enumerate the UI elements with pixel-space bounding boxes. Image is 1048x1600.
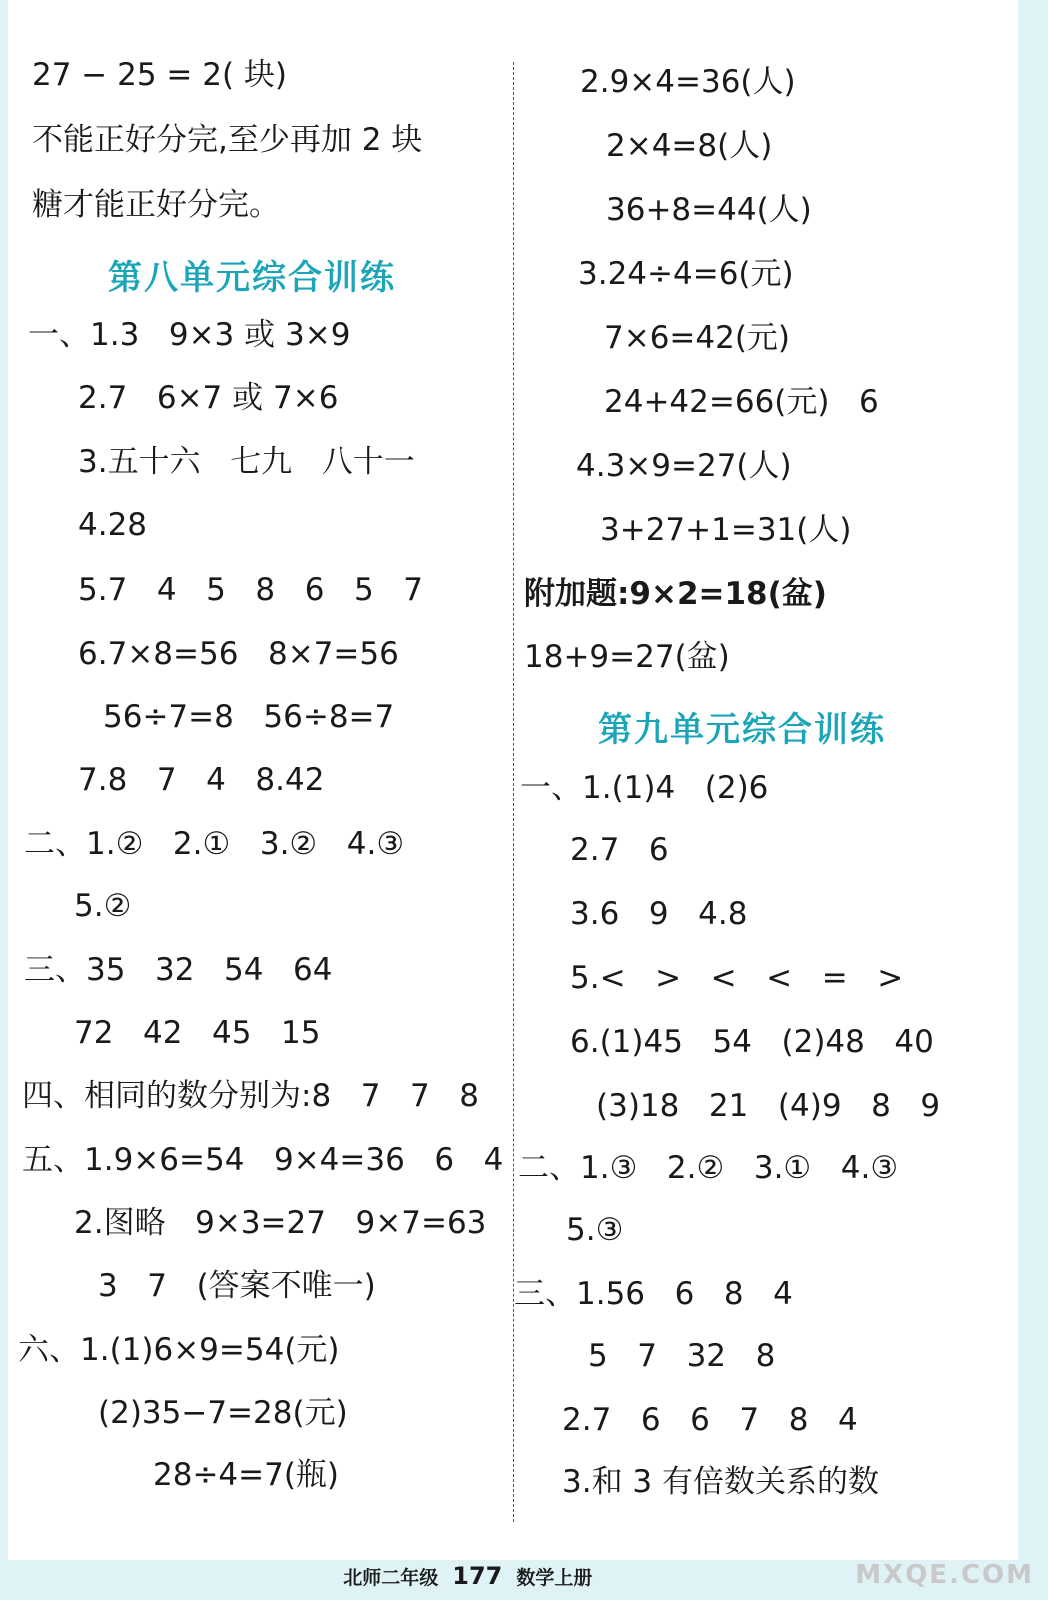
right-line-13: 3.6 9 4.8 [570, 896, 748, 932]
right-line-18: 5.③ [566, 1212, 624, 1248]
left-line-20: 六、1.(1)6×9=54(元) [18, 1332, 340, 1368]
left-line-21: (2)35−7=28(元) [98, 1395, 348, 1431]
left-line-15: 72 42 45 15 [74, 1015, 321, 1051]
unit9-heading: 第九单元综合训练 [598, 710, 886, 750]
left-line-17: 五、1.9×6=54 9×4=36 6 4 [22, 1142, 504, 1178]
watermark: MXQE.COM [855, 1560, 1034, 1590]
page-footer [330, 1540, 592, 1590]
right-line-20: 5 7 32 8 [588, 1338, 776, 1374]
right-line-4: 3.24÷4=6(元) [578, 256, 794, 292]
left-line-8: 5.7 4 5 8 6 5 7 [78, 572, 424, 608]
right-line-12: 2.7 6 [570, 832, 669, 868]
unit8-heading: 第八单元综合训练 [108, 258, 396, 298]
left-line-11: 7.8 7 4 8.42 [78, 762, 325, 798]
left-line-22: 28÷4=7(瓶) [153, 1457, 340, 1493]
left-line-12: 二、1.② 2.① 3.② 4.③ [24, 826, 405, 862]
right-line-22: 3.和 3 有倍数关系的数 [562, 1464, 880, 1500]
right-line-17: 二、1.③ 2.② 3.① 4.③ [518, 1150, 899, 1186]
left-line-19: 3 7 (答案不唯一) [98, 1268, 376, 1304]
right-line-8: 3+27+1=31(人) [600, 512, 852, 548]
right-line-6: 24+42=66(元) 6 [604, 384, 879, 420]
right-line-21: 2.7 6 6 7 8 4 [562, 1402, 858, 1438]
right-line-16: (3)18 21 (4)9 8 9 [596, 1088, 941, 1124]
left-line-9: 6.7×8=56 8×7=56 [78, 636, 399, 672]
left-line-7: 4.28 [78, 507, 148, 543]
right-line-3: 36+8=44(人) [606, 192, 812, 228]
right-line-15: 6.(1)45 54 (2)48 40 [570, 1024, 934, 1060]
page-number: 177 [452, 1562, 503, 1590]
right-line-5: 7×6=42(元) [604, 320, 791, 356]
left-line-6: 3.五十六 七九 八十一 [78, 444, 415, 480]
right-line-11: 一、1.(1)4 (2)6 [520, 770, 769, 806]
left-line-14: 三、35 32 54 64 [24, 952, 333, 988]
right-line-2: 2×4=8(人) [606, 128, 773, 164]
footer-grade: 北师二年级 [343, 1567, 439, 1589]
right-line-9: 附加题:9×2=18(盆) [524, 576, 827, 612]
answer-page [8, 0, 1018, 1560]
footer-subject: 数学上册 [516, 1567, 593, 1589]
right-line-10: 18+9=27(盆) [524, 639, 730, 675]
left-line-10: 56÷7=8 56÷8=7 [103, 699, 395, 735]
right-line-14: 5.< > < < = > [570, 960, 904, 996]
left-line-5: 2.7 6×7 或 7×6 [78, 380, 339, 416]
left-line-16: 四、相同的数分别为:8 7 7 8 [22, 1078, 480, 1114]
right-line-19: 三、1.56 6 8 4 [514, 1276, 793, 1312]
left-line-1: 27 − 25 = 2( 块) [32, 57, 288, 93]
left-line-4: 一、1.3 9×3 或 3×9 [28, 317, 351, 353]
right-line-1: 2.9×4=36(人) [580, 64, 796, 100]
left-line-2: 不能正好分完,至少再加 2 块 [32, 122, 423, 158]
left-line-13: 5.② [74, 888, 132, 924]
left-line-18: 2.图略 9×3=27 9×7=63 [74, 1205, 487, 1241]
left-line-3: 糖才能正好分完。 [32, 187, 280, 223]
right-line-7: 4.3×9=27(人) [576, 448, 792, 484]
